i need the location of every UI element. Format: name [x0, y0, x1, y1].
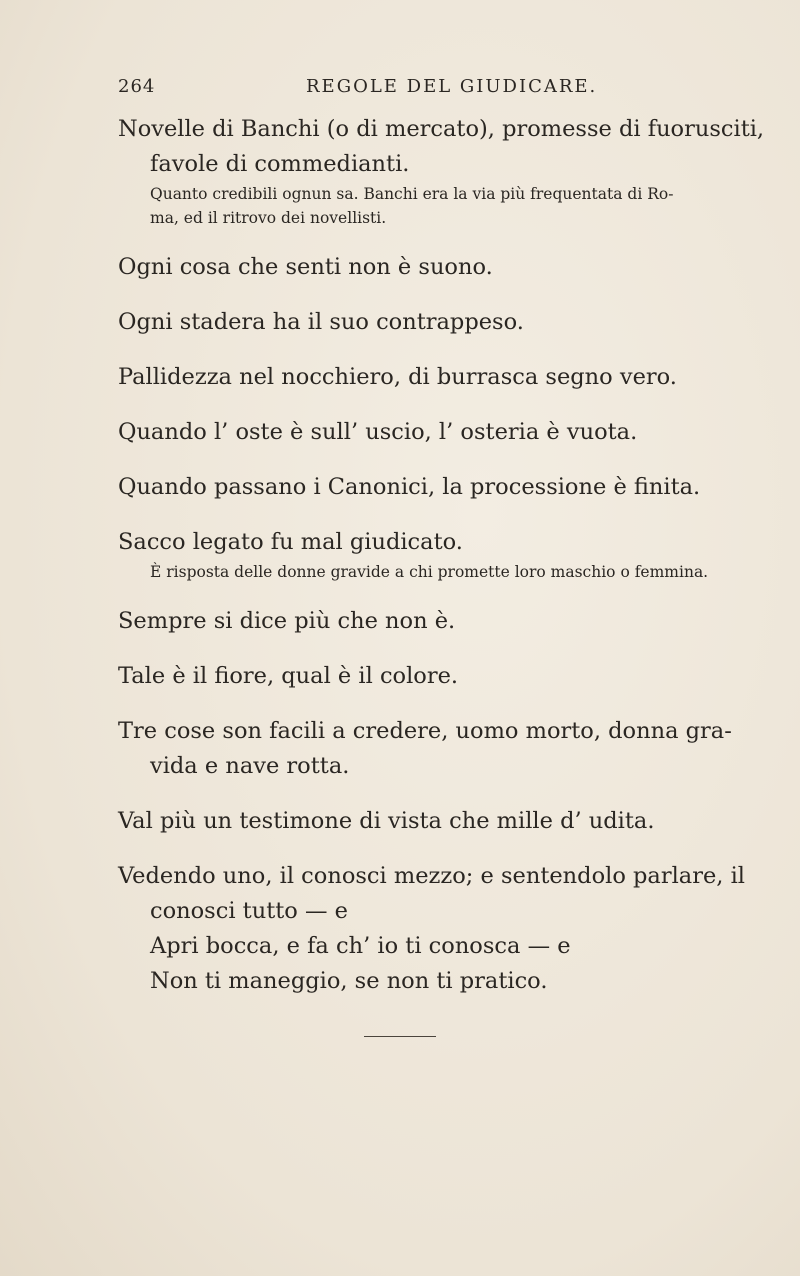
proverb-entry: [118, 859, 745, 999]
proverb-line: Vedendo uno, il conosci mezzo; e sentendolo parlare, il: [118, 863, 745, 889]
proverb-line: Quando passano i Canonici, la processione è finita.: [118, 474, 701, 500]
proverb-line: Novelle di Banchi (o di mercato), promesse di fuorusciti,: [118, 116, 765, 142]
proverb-line: vida e nave rotta.: [150, 753, 350, 779]
proverb-entry: [118, 659, 718, 694]
proverb-line: favole di commedianti.: [150, 151, 410, 177]
proverb-entry: [118, 804, 718, 839]
proverb-line: Tale è il fiore, qual è il colore.: [118, 663, 459, 689]
proverb-note: È risposta delle donne gravide a chi promette loro maschio o femmina.: [150, 563, 709, 581]
proverb-entry: [118, 360, 718, 395]
proverb-entry: [118, 604, 718, 639]
running-title: REGOLE DEL GIUDICARE.: [306, 76, 598, 97]
proverb-line: Tre cose son facili a credere, uomo morto, donna gra-: [118, 718, 732, 744]
section-divider: [364, 1036, 436, 1037]
proverb-entry: [118, 415, 718, 450]
proverb-line: Ogni stadera ha il suo contrappeso.: [118, 309, 524, 335]
proverb-line: Sempre si dice più che non è.: [118, 608, 456, 634]
page-header: [118, 76, 718, 106]
proverb-line: conosci tutto — e: [150, 898, 348, 924]
proverb-entry: [118, 305, 718, 340]
proverb-line: Sacco legato fu mal giudicato.: [118, 529, 463, 555]
proverb-line: Quando l’ oste è sull’ uscio, l’ osteria è vuota.: [118, 419, 638, 445]
proverb-line: Ogni cosa che senti non è suono.: [118, 254, 493, 280]
proverb-line: Pallidezza nel nocchiero, di burrasca segno vero.: [118, 364, 677, 390]
page-number: 264: [118, 76, 156, 97]
proverb-entry: [118, 525, 718, 584]
proverb-line: Val più un testimone di vista che mille d’ udita.: [118, 808, 655, 834]
proverb-entry: [118, 470, 718, 505]
proverb-entry: [118, 112, 765, 230]
proverb-list: [118, 112, 765, 1019]
proverb-note: ma, ed il ritrovo dei novellisti.: [150, 209, 387, 227]
proverb-variant: Non ti maneggio, se non ti pratico.: [150, 968, 548, 994]
proverb-entry: [118, 714, 732, 784]
proverb-variant: Apri bocca, e fa ch’ io ti conosca — e: [150, 933, 571, 959]
proverb-note: Quanto credibili ognun sa. Banchi era la via più frequentata di Ro-: [150, 185, 674, 203]
proverb-entry: [118, 250, 718, 285]
